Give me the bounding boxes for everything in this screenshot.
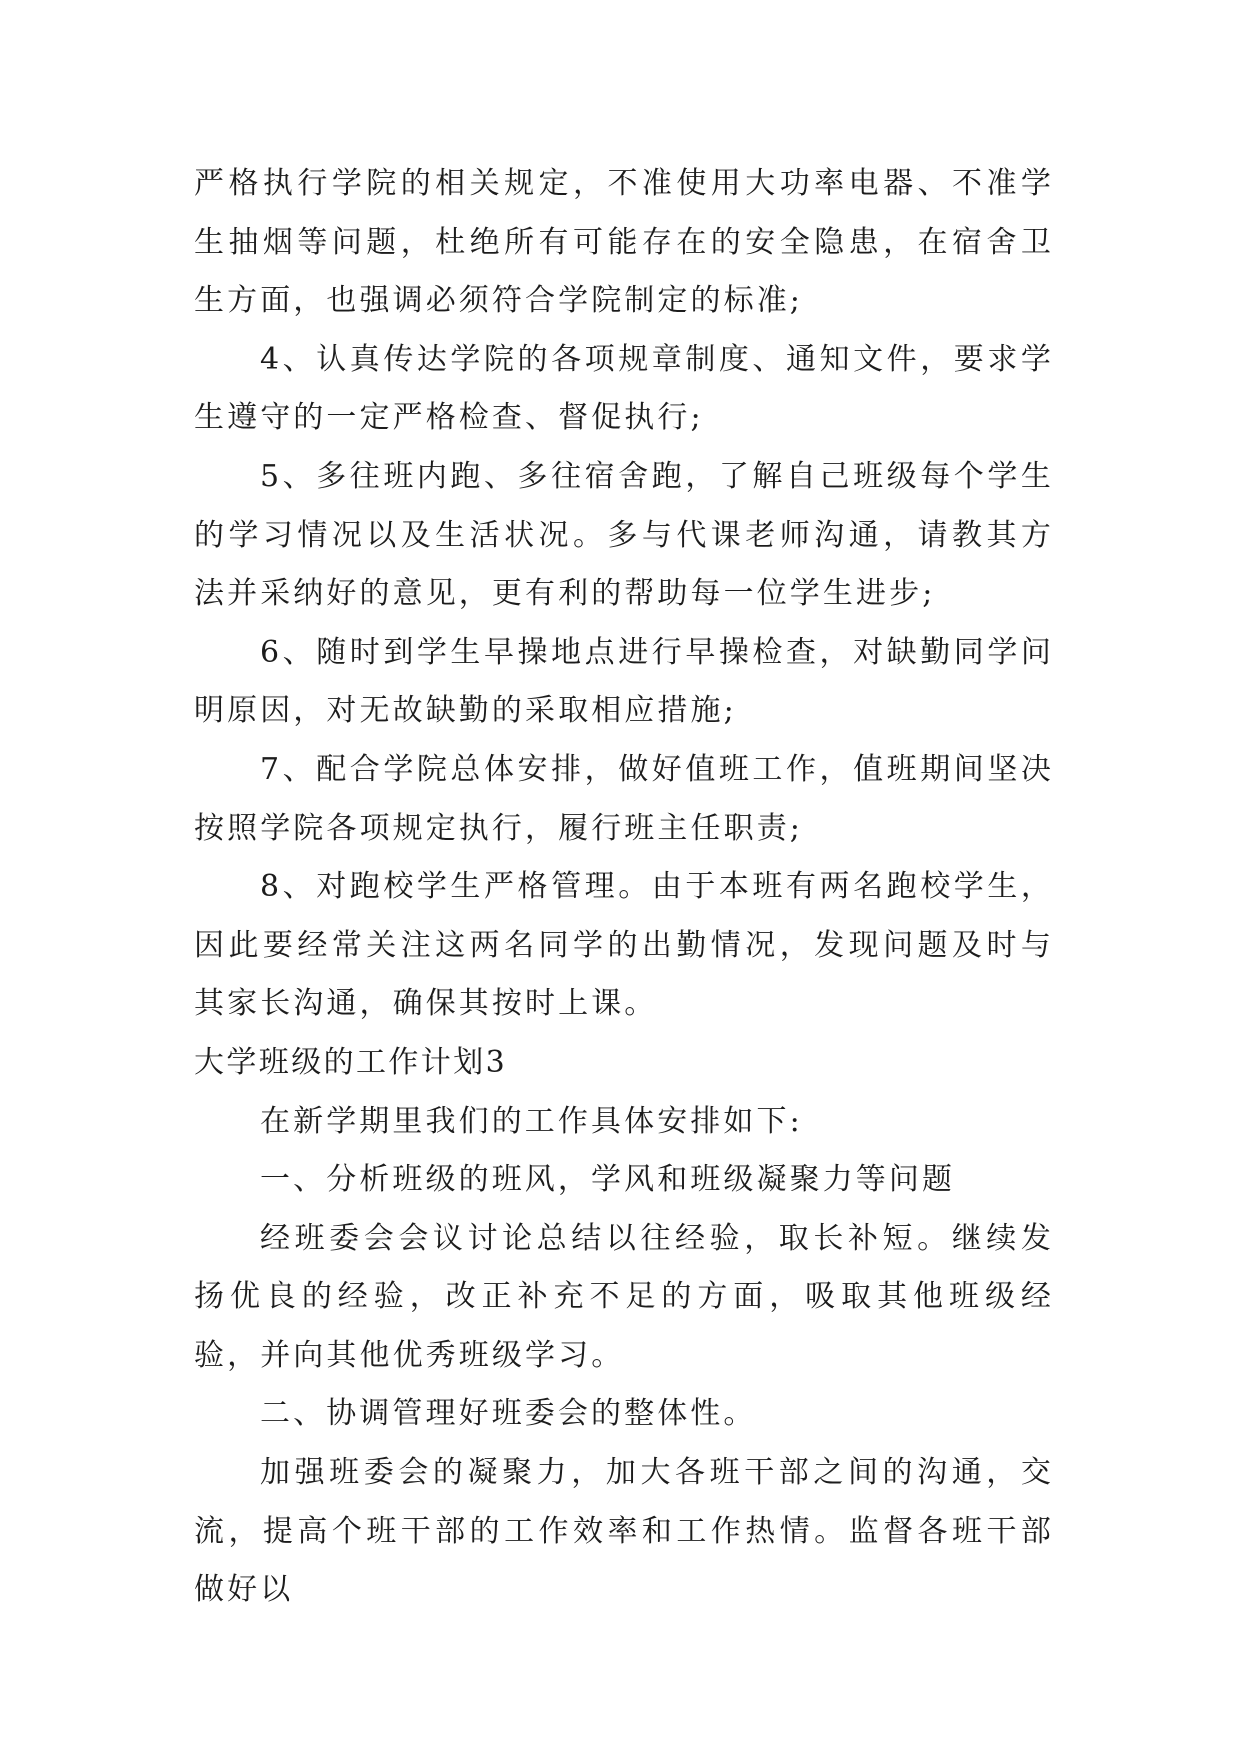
section-paragraph-two: 加强班委会的凝聚力，加大各班干部之间的沟通，交流，提高个班干部的工作效率和工作热情。监督各班干部做好以 — [194, 1455, 1054, 1608]
section-heading-two: 二、协调管理好班委会的整体性。 — [260, 1396, 757, 1432]
paragraph-item-4: 4、认真传达学院的各项规章制度、通知文件，要求学生遵守的一定严格检查、督促执行; — [194, 341, 1054, 436]
document-body — [194, 155, 1054, 1620]
paragraph-dormitory-rules: 严格执行学院的相关规定，不准使用大功率电器、不准学生抽烟等问题，杜绝所有可能存在的安全隐患，在宿舍卫生方面，也强调必须符合学院制定的标准; — [194, 166, 1054, 319]
paragraph-item-8: 8、对跑校学生严格管理。由于本班有两名跑校学生，因此要经常关注这两名同学的出勤情况，发现问题及时与其家长沟通，确保其按时上课。 — [194, 869, 1054, 1022]
section-paragraph-one: 经班委会会议讨论总结以往经验，取长补短。继续发扬优良的经验，改正补充不足的方面，吸取其他班级经验，并向其他优秀班级学习。 — [194, 1220, 1054, 1373]
paragraph-item-5: 5、多往班内跑、多往宿舍跑，了解自己班级每个学生的学习情况以及生活状况。多与代课老师沟通，请教其方法并采纳好的意见，更有利的帮助每一位学生进步; — [194, 458, 1054, 612]
paragraph-item-7: 7、配合学院总体安排，做好值班工作，值班期间坚决按照学院各项规定执行，履行班主任职责; — [194, 751, 1054, 846]
paragraph-item-6: 6、随时到学生早操地点进行早操检查，对缺勤同学问明原因，对无故缺勤的采取相应措施; — [194, 634, 1054, 729]
section-intro: 在新学期里我们的工作具体安排如下: — [260, 1103, 803, 1139]
section-title: 大学班级的工作计划3 — [194, 1044, 508, 1080]
section-heading-one: 一、分析班级的班风，学风和班级凝聚力等问题 — [260, 1162, 956, 1198]
